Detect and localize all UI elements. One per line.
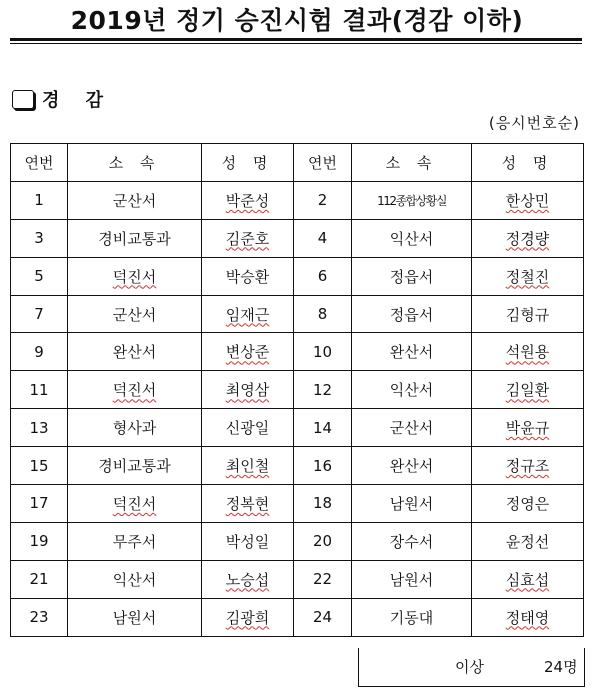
dept-cell xyxy=(68,447,202,485)
table-row xyxy=(11,409,584,447)
name-cell-text: 한상민 xyxy=(505,191,550,210)
seq-cell xyxy=(11,371,68,409)
table-row xyxy=(11,333,584,371)
dept-cell-text: 경비교통과 xyxy=(98,229,171,248)
dept-cell xyxy=(352,447,472,485)
table-row xyxy=(11,522,584,560)
name-cell xyxy=(472,219,584,257)
dept-cell-text: 군산서 xyxy=(112,191,157,210)
dept-cell xyxy=(352,257,472,295)
dept-cell-text: 무주서 xyxy=(112,532,157,551)
dept-cell xyxy=(352,409,472,447)
dept-cell-text: 익산서 xyxy=(389,229,434,248)
name-cell-text: 정경량 xyxy=(505,229,550,248)
dept-cell xyxy=(68,485,202,523)
table-row xyxy=(11,181,584,219)
name-cell-text: 김광희 xyxy=(225,608,270,627)
table-row xyxy=(11,485,584,523)
seq-cell xyxy=(294,447,352,485)
name-cell-text: 박성일 xyxy=(225,532,270,551)
name-cell-text: 정태영 xyxy=(505,608,550,627)
dept-cell-text: 군산서 xyxy=(112,305,157,324)
name-cell xyxy=(202,560,294,598)
name-cell-text: 김준호 xyxy=(225,229,270,248)
table-row xyxy=(11,598,584,636)
header-seq-right: 연번 xyxy=(294,144,352,182)
name-cell-text: 정철진 xyxy=(505,267,550,286)
name-cell-text: 최인철 xyxy=(225,457,270,476)
dept-cell-text: 남원서 xyxy=(112,608,157,627)
seq-cell-text: 2 xyxy=(317,191,328,210)
seq-cell xyxy=(11,295,68,333)
dept-cell-text: 완산서 xyxy=(389,457,434,476)
name-cell xyxy=(202,333,294,371)
section-label: 경 감 xyxy=(42,90,114,111)
title-rule-thin xyxy=(10,43,582,44)
results-table xyxy=(10,143,584,637)
dept-cell xyxy=(352,333,472,371)
name-cell xyxy=(472,257,584,295)
seq-cell xyxy=(11,219,68,257)
dept-cell xyxy=(352,598,472,636)
seq-cell xyxy=(294,560,352,598)
name-cell xyxy=(472,598,584,636)
seq-cell xyxy=(11,409,68,447)
name-cell-text: 정영은 xyxy=(505,494,550,513)
table-row xyxy=(11,219,584,257)
name-cell xyxy=(472,522,584,560)
total-label: 이상 xyxy=(455,658,484,676)
dept-cell xyxy=(352,485,472,523)
name-cell xyxy=(202,485,294,523)
checkbox-square-icon xyxy=(12,90,34,109)
seq-cell xyxy=(294,598,352,636)
dept-cell-text: 정읍서 xyxy=(389,305,434,324)
dept-cell xyxy=(352,219,472,257)
header-seq-left: 연번 xyxy=(11,144,68,182)
seq-cell xyxy=(11,598,68,636)
dept-cell-text: 남원서 xyxy=(389,494,434,513)
total-summary xyxy=(358,648,585,687)
name-cell-text: 신광일 xyxy=(225,419,270,438)
name-cell-text: 노승섭 xyxy=(225,570,270,589)
name-cell xyxy=(202,295,294,333)
name-cell-text: 임재근 xyxy=(225,305,270,324)
seq-cell xyxy=(11,333,68,371)
dept-cell-text: 덕진서 xyxy=(112,267,157,286)
seq-cell-text: 4 xyxy=(317,229,328,248)
dept-cell-text: 장수서 xyxy=(389,532,434,551)
name-cell-text: 윤정선 xyxy=(505,532,550,551)
dept-cell-text: 덕진서 xyxy=(112,494,157,513)
seq-cell xyxy=(11,522,68,560)
dept-cell-text: 군산서 xyxy=(389,419,434,438)
dept-cell-text: 덕진서 xyxy=(112,381,157,400)
name-cell xyxy=(472,447,584,485)
seq-cell-text: 15 xyxy=(29,456,49,475)
table-header-row xyxy=(11,144,584,182)
seq-cell xyxy=(294,409,352,447)
seq-cell-text: 8 xyxy=(317,305,328,323)
dept-cell-text: 형사과 xyxy=(112,419,157,438)
seq-cell xyxy=(294,485,352,523)
name-cell xyxy=(202,371,294,409)
seq-cell-text: 16 xyxy=(312,456,333,475)
name-cell-text: 박윤규 xyxy=(505,419,550,438)
document-title: 2019년 정기 승진시험 결과(경감 이하) xyxy=(70,6,524,35)
seq-cell xyxy=(294,257,352,295)
seq-cell xyxy=(294,371,352,409)
name-cell xyxy=(202,447,294,485)
dept-cell xyxy=(68,257,202,295)
dept-cell xyxy=(68,219,202,257)
seq-cell-text: 22 xyxy=(312,570,333,589)
seq-cell xyxy=(294,181,352,219)
seq-cell-text: 24 xyxy=(312,608,333,627)
seq-cell xyxy=(294,219,352,257)
name-cell-text: 심효섭 xyxy=(505,570,550,589)
dept-cell xyxy=(68,333,202,371)
seq-cell xyxy=(11,257,68,295)
seq-cell-text: 5 xyxy=(34,267,44,286)
seq-cell-text: 20 xyxy=(312,532,333,551)
total-count: 24명 xyxy=(544,658,578,676)
dept-cell-text: 112종합상황실 xyxy=(377,194,446,209)
seq-cell xyxy=(11,485,68,523)
name-cell-text: 김형규 xyxy=(505,305,550,324)
dept-cell xyxy=(68,181,202,219)
seq-cell-text: 9 xyxy=(34,342,44,361)
seq-cell-text: 3 xyxy=(34,229,44,248)
table-row xyxy=(11,560,584,598)
dept-cell xyxy=(352,295,472,333)
seq-cell-text: 14 xyxy=(312,418,333,437)
seq-cell-text: 18 xyxy=(312,494,333,513)
dept-cell xyxy=(352,522,472,560)
name-cell-text: 최영삼 xyxy=(225,381,270,400)
dept-cell xyxy=(68,522,202,560)
header-dept-left: 소 속 xyxy=(68,144,202,182)
table-row xyxy=(11,447,584,485)
name-cell xyxy=(472,333,584,371)
dept-cell xyxy=(352,371,472,409)
seq-cell xyxy=(11,447,68,485)
name-cell xyxy=(472,295,584,333)
header-dept-right: 소 속 xyxy=(352,144,472,182)
seq-cell-text: 11 xyxy=(29,380,49,399)
dept-cell-text: 익산서 xyxy=(112,570,157,589)
dept-cell xyxy=(68,598,202,636)
seq-cell-text: 23 xyxy=(29,608,49,627)
seq-cell-text: 21 xyxy=(29,570,49,589)
seq-cell-text: 10 xyxy=(312,342,333,361)
dept-cell xyxy=(68,560,202,598)
name-cell-text: 박준성 xyxy=(225,191,270,210)
dept-cell-text: 익산서 xyxy=(389,381,434,400)
name-cell xyxy=(202,219,294,257)
seq-cell-text: 6 xyxy=(317,267,328,286)
order-note: (응시번호순) xyxy=(488,114,580,132)
name-cell-text: 정규조 xyxy=(505,457,550,476)
dept-cell xyxy=(352,181,472,219)
name-cell xyxy=(472,181,584,219)
seq-cell-text: 17 xyxy=(29,494,49,513)
header-name-right: 성 명 xyxy=(472,144,584,182)
dept-cell-text: 경비교통과 xyxy=(98,457,171,476)
name-cell xyxy=(472,485,584,523)
dept-cell-text: 기동대 xyxy=(389,608,434,627)
table-row xyxy=(11,295,584,333)
dept-cell-text: 정읍서 xyxy=(389,267,434,286)
name-cell-text: 정복현 xyxy=(225,494,270,513)
name-cell xyxy=(202,522,294,560)
name-cell-text: 석원용 xyxy=(505,343,550,362)
name-cell xyxy=(472,371,584,409)
seq-cell xyxy=(294,522,352,560)
seq-cell-text: 7 xyxy=(34,305,44,323)
name-cell-text: 김일환 xyxy=(505,381,550,400)
name-cell-text: 박승환 xyxy=(225,267,270,286)
dept-cell-text: 완산서 xyxy=(112,343,157,362)
dept-cell-text: 완산서 xyxy=(389,343,434,362)
name-cell-text: 변상준 xyxy=(225,343,270,362)
dept-cell-text: 남원서 xyxy=(389,570,434,589)
seq-cell-text: 12 xyxy=(312,380,333,399)
name-cell xyxy=(202,181,294,219)
dept-cell xyxy=(68,295,202,333)
name-cell xyxy=(202,257,294,295)
name-cell xyxy=(202,409,294,447)
seq-cell xyxy=(294,295,352,333)
name-cell xyxy=(472,409,584,447)
table-row xyxy=(11,257,584,295)
name-cell xyxy=(202,598,294,636)
dept-cell xyxy=(68,371,202,409)
dept-cell xyxy=(352,560,472,598)
header-name-left: 성 명 xyxy=(202,144,294,182)
dept-cell xyxy=(68,409,202,447)
seq-cell-text: 1 xyxy=(34,191,44,210)
table-row xyxy=(11,371,584,409)
seq-cell xyxy=(11,560,68,598)
seq-cell-text: 19 xyxy=(29,532,49,551)
seq-cell-text: 13 xyxy=(29,418,49,437)
section-heading xyxy=(12,86,113,112)
title-rule-thick xyxy=(10,38,582,41)
seq-cell xyxy=(11,181,68,219)
seq-cell xyxy=(294,333,352,371)
name-cell xyxy=(472,560,584,598)
